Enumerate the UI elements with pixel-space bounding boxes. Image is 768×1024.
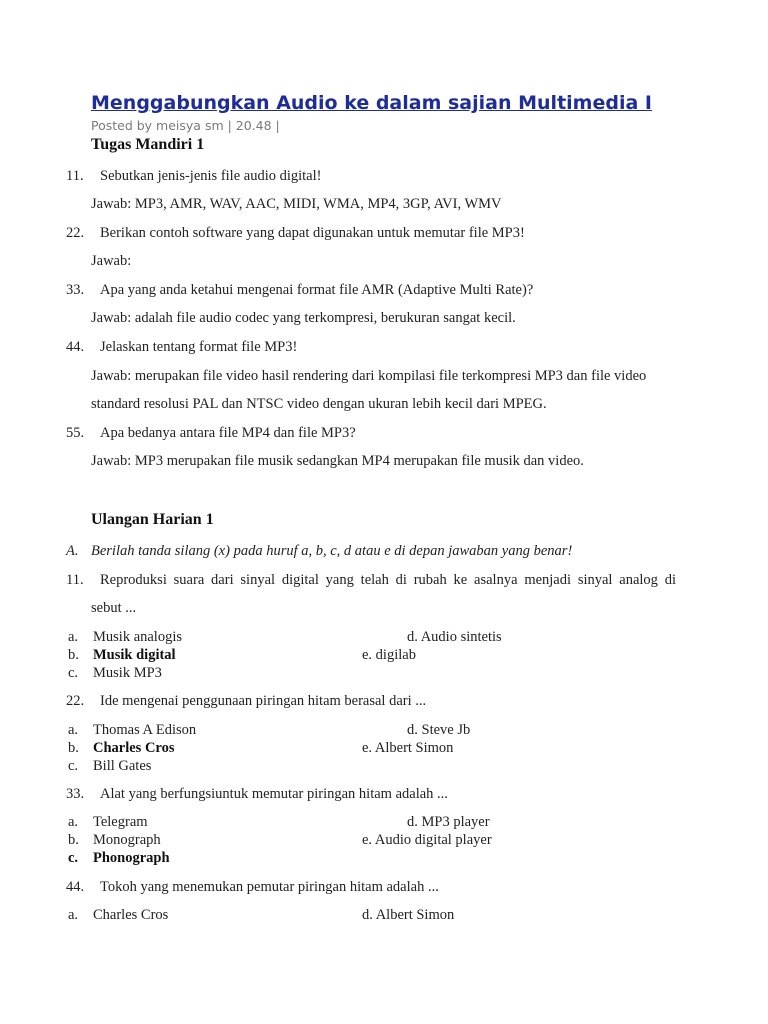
section-heading-ulangan: Ulangan Harian 1 — [91, 511, 214, 528]
option-text: Musik MP3 — [93, 665, 162, 681]
option-letter: a. — [68, 629, 79, 645]
option-letter: b. — [68, 740, 79, 756]
question-number: 44. — [66, 339, 85, 355]
question-number: 22. — [66, 693, 85, 709]
option-text: e. Audio digital player — [362, 832, 492, 848]
option-text: d. Albert Simon — [362, 907, 455, 923]
option-text: d. MP3 player — [407, 814, 490, 830]
question-text: Apa yang anda ketahui mengenai format file AMR (Adaptive Multi Rate)? — [100, 282, 534, 298]
option-letter: a. — [68, 722, 79, 738]
question-text: Berikan contoh software yang dapat digunakan untuk memutar file MP3! — [100, 225, 525, 241]
option-text-correct: Charles Cros — [93, 740, 175, 756]
option-letter: a. — [68, 814, 79, 830]
question-number: 33. — [66, 786, 85, 802]
question-number: 44. — [66, 879, 85, 895]
question-text-continued: sebut ... — [91, 600, 137, 616]
option-letter: b. — [68, 647, 79, 663]
question-text: Alat yang berfungsiuntuk memutar piringan hitam adalah ... — [100, 786, 448, 802]
answer-text: Jawab: — [91, 253, 132, 269]
question-number: 33. — [66, 282, 85, 298]
question-text: Reproduksi suara dari sinyal digital yang telah di rubah ke asalnya menjadi sinyal analog di — [100, 572, 676, 588]
option-text: Telegram — [93, 814, 148, 830]
option-text: d. Audio sintetis — [407, 629, 502, 645]
answer-text: Jawab: MP3 merupakan file musik sedangkan MP4 merupakan file musik dan video. — [91, 453, 584, 469]
answer-text: Jawab: MP3, AMR, WAV, AAC, MIDI, WMA, MP4, 3GP, AVI, WMV — [91, 196, 502, 212]
question-text: Sebutkan jenis-jenis file audio digital! — [100, 168, 322, 184]
option-letter-correct: c. — [68, 850, 79, 866]
post-title-link[interactable]: Menggabungkan Audio ke dalam sajian Multimedia I — [91, 92, 652, 114]
option-text: Musik analogis — [93, 629, 183, 645]
question-number: 11. — [66, 572, 84, 588]
answer-text: Jawab: merupakan file video hasil rendering dari kompilasi file terkompresi MP3 dan file video — [91, 368, 647, 384]
answer-text: Jawab: adalah file audio codec yang terkompresi, berukuran sangat kecil. — [91, 310, 516, 326]
question-number: 55. — [66, 425, 85, 441]
instruction-letter: A. — [66, 543, 79, 559]
option-letter: b. — [68, 832, 79, 848]
question-number: 11. — [66, 168, 84, 184]
option-text: d. Steve Jb — [407, 722, 471, 738]
post-meta: Posted by meisya sm | 20.48 | — [91, 118, 280, 133]
option-text-correct: Musik digital — [93, 647, 176, 663]
section-heading-tugas: Tugas Mandiri 1 — [91, 136, 205, 153]
answer-text-continued: standard resolusi PAL dan NTSC video dengan ukuran lebih kecil dari MPEG. — [91, 396, 547, 412]
instruction-text: Berilah tanda silang (x) pada huruf a, b, c, d atau e di depan jawaban yang benar! — [91, 543, 573, 559]
option-text: e. digilab — [362, 647, 416, 663]
question-text: Apa bedanya antara file MP4 dan file MP3? — [100, 425, 356, 441]
question-text: Tokoh yang menemukan pemutar piringan hitam adalah ... — [100, 879, 439, 895]
option-text: Monograph — [93, 832, 161, 848]
option-letter: a. — [68, 907, 79, 923]
option-text: e. Albert Simon — [362, 740, 454, 756]
option-text: Thomas A Edison — [93, 722, 197, 738]
option-letter: c. — [68, 758, 79, 774]
option-text: Bill Gates — [93, 758, 152, 774]
question-text: Ide mengenai penggunaan piringan hitam berasal dari ... — [100, 693, 427, 709]
question-number: 22. — [66, 225, 85, 241]
option-text-correct: Phonograph — [93, 850, 170, 866]
option-letter: c. — [68, 665, 79, 681]
option-text: Charles Cros — [93, 907, 169, 923]
question-text: Jelaskan tentang format file MP3! — [100, 339, 298, 355]
